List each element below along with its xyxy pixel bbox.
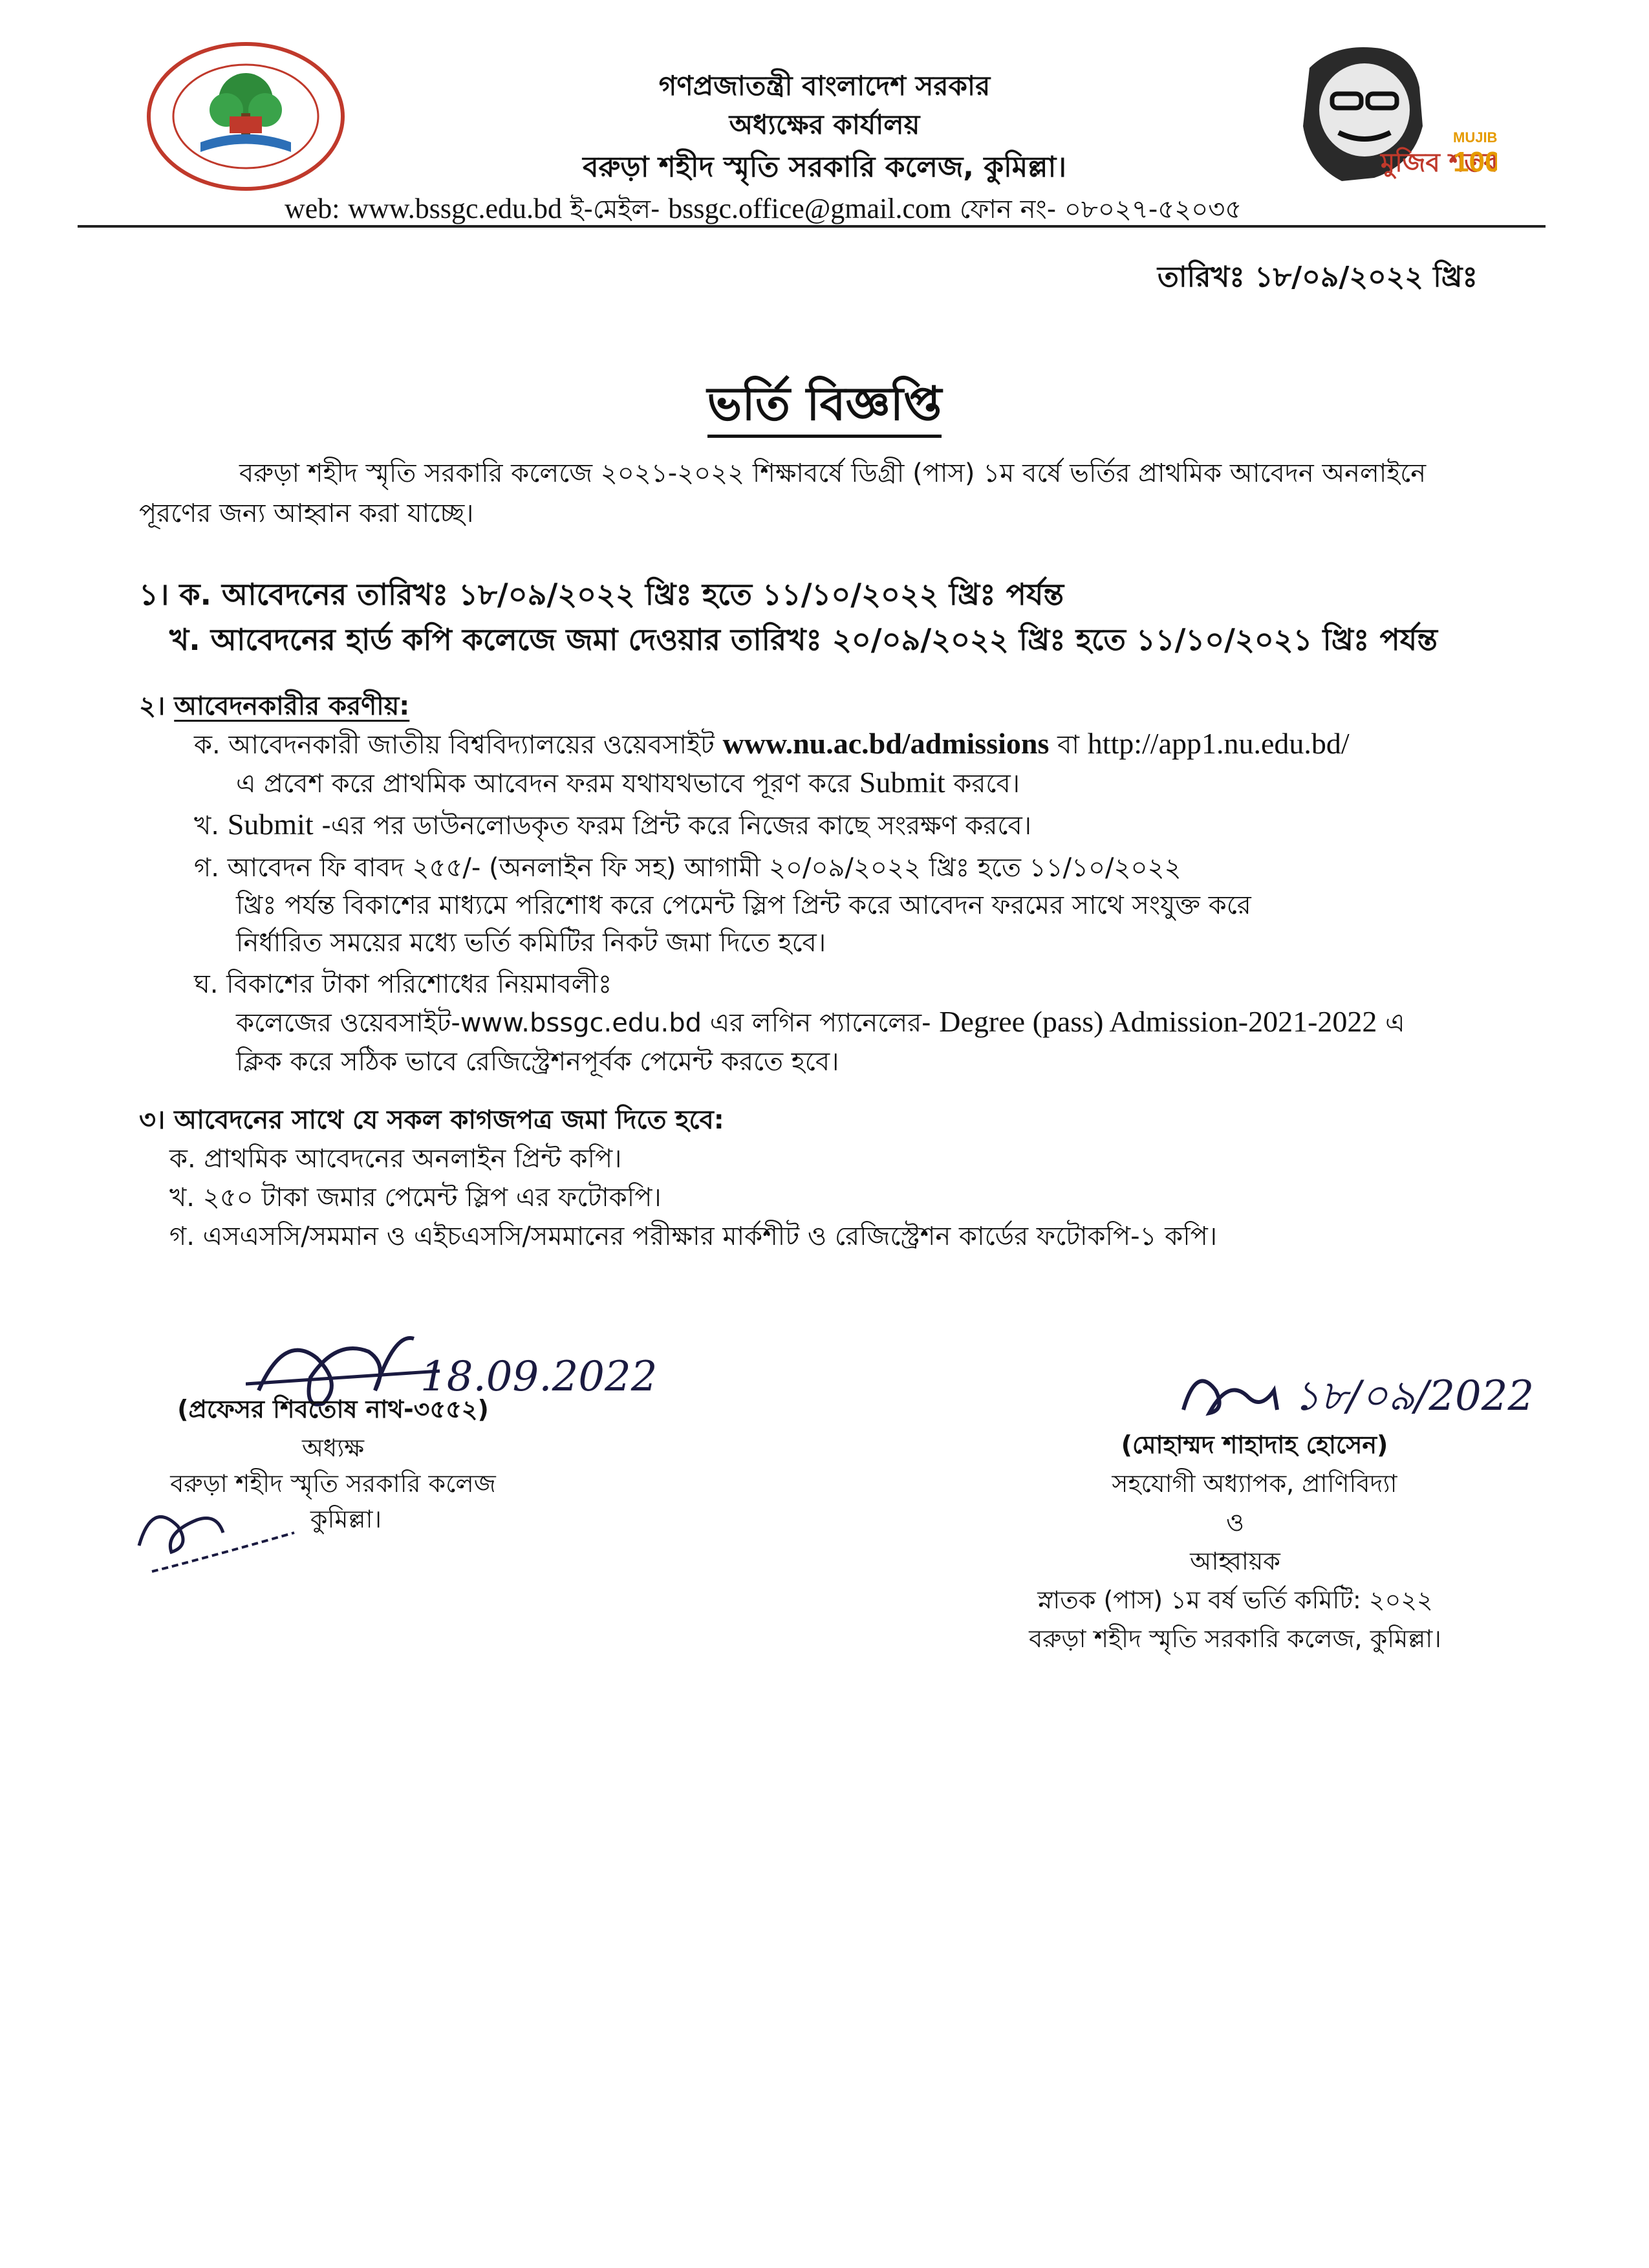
convener-signature	[1164, 1352, 1552, 1436]
section3-item-kha: খ. ২৫০ টাকা জমার পেমেন্ট স্লিপ এর ফটোকপি।	[169, 1183, 662, 1213]
gha-line2-end: এ	[1385, 1008, 1405, 1038]
title-text: ভর্তি বিজ্ঞপ্তি	[707, 376, 942, 438]
intro-line-1: বরুড়া শহীদ স্মৃতি সরকারি কলেজে ২০২১-২০২২ শিক্ষাবর্ষে ডিগ্রী (পাস) ১ম বর্ষে ভর্তির প্রাথমিক আবেদন অনলাইনে	[239, 459, 1427, 488]
intro-line-2: পূরণের জন্য আহ্বান করা যাচ্ছে।	[139, 499, 474, 528]
gha-degree-link-text: Degree (pass) Admission-2021-2022	[939, 1005, 1377, 1038]
header-divider	[78, 225, 1546, 228]
convener-signature-date: ১৮/০৯/2022	[1293, 1372, 1535, 1420]
section2-item-kha	[194, 805, 1031, 848]
section3-item-ga: গ. এসএসসি/সমমান ও এইচএসসি/সমমানের পরীক্ষার মার্কশীট ও রেজিস্ট্রেশন কার্ডের ফটোকপি-১ কপি।	[169, 1222, 1218, 1251]
principal-signature-date: 18.09.2022	[420, 1353, 658, 1401]
convener-and: ও	[1226, 1508, 1244, 1537]
section2-item-gha-line3: ক্লিক করে সঠিক ভাবে রেজিস্ট্রেশনপূর্বক পেমেন্ট করতে হবে।	[236, 1047, 839, 1077]
section2-item-ga-line3: নির্ধারিত সময়ের মধ্যে ভর্তি কমিটির নিকট জমা দিতে হবে।	[236, 928, 826, 958]
office-name: অধ্যক্ষের কার্যালয়	[729, 109, 920, 140]
section2-item-gha-line2	[236, 1002, 1405, 1046]
section2-title: আবেদনকারীর করণীয়:	[174, 691, 410, 721]
right-logo-num: 100	[1453, 146, 1497, 178]
ka-line2-text: এ প্রবেশ করে প্রাথমিক আবেদন ফরম যথাযথভাবে পূরণ করে	[236, 769, 852, 799]
phone-label: ফোন নং-	[959, 195, 1057, 224]
section3-heading: ৩। আবেদনের সাথে যে সকল কাগজপত্র জমা দিতে হবে:	[139, 1105, 724, 1135]
right-logo-text: মুজিব শতব	[1381, 148, 1497, 178]
nu-admission-link[interactable]: www.nu.ac.bd/admissions	[722, 727, 1050, 760]
email-link[interactable]: bssgc.office@gmail.com	[668, 193, 952, 224]
kha-text: -এর পর ডাউনলোডকৃত ফরম প্রিন্ট করে নিজের কাছে সংরক্ষণ করবে।	[321, 811, 1032, 841]
college-name: বরুড়া শহীদ স্মৃতি সরকারি কলেজ, কুমিল্লা।	[583, 151, 1066, 184]
section2-item-gha-line1: ঘ. বিকাশের টাকা পরিশোধের নিয়মাবলীঃ	[194, 969, 612, 999]
email-label: ই-মেইল-	[570, 195, 660, 224]
principal-name: (প্রফেসর শিবতোষ নাথ-৩৫৫২)	[177, 1395, 489, 1423]
left-logo	[139, 39, 352, 194]
section2-item-ka-line2	[236, 763, 1020, 806]
section2-item-ga-line2: খ্রিঃ পর্যন্ত বিকাশের মাধ্যমে পরিশোধ করে পেমেন্ট স্লিপ প্রিন্ট করে আবেদন ফরমের সাথে সংযুক্ত করে	[236, 891, 1251, 920]
web-link[interactable]: www.bssgc.edu.bd	[348, 193, 563, 224]
government-name: গণপ্রজাতন্ত্রী বাংলাদেশ সরকার	[658, 70, 991, 102]
convener-name: (মোহাম্মদ শাহাদাহ হোসেন)	[1121, 1431, 1388, 1459]
notice-date: তারিখঃ ১৮/০৯/২০২২ খ্রিঃ	[1157, 261, 1478, 294]
ka-submit-word: Submit	[859, 766, 945, 799]
phone-number: ০৮০২৭-৫২০৩৫	[1064, 195, 1242, 224]
section1-item-ka: ১। ক. আবেদনের তারিখঃ ১৮/০৯/২০২২ খ্রিঃ হতে ১১/১০/২০২২ খ্রিঃ পর্যন্ত	[139, 577, 1064, 612]
section1-item-kha: খ. আবেদনের হার্ড কপি কলেজে জমা দেওয়ার তারিখঃ ২০/০৯/২০২২ খ্রিঃ হতে ১১/১০/২০২১ খ্রিঃ পর্যন্ত	[169, 622, 1438, 657]
page-title	[0, 369, 1649, 446]
web-label: web:	[285, 193, 340, 224]
kha-label: খ.	[194, 811, 219, 841]
gha-line2-text: কলেজের ওয়েবসাইট-www.bssgc.edu.bd এর লগিন প্যানেলের-	[236, 1008, 931, 1038]
convener-designation: সহযোগী অধ্যাপক, প্রাণিবিদ্যা	[1112, 1469, 1397, 1498]
section2-item-ga-line1: গ. আবেদন ফি বাবদ ২৫৫/- (অনলাইন ফি সহ) আগামী ২০/০৯/২০২২ খ্রিঃ হতে ১১/১০/২০২২	[194, 853, 1181, 883]
convener-role: আহ্বায়ক	[1190, 1547, 1280, 1575]
convener-college: বরুড়া শহীদ স্মৃতি সরকারি কলেজ, কুমিল্লা।	[1029, 1625, 1441, 1653]
section3-item-ka: ক. প্রাথমিক আবেদনের অনলাইন প্রিন্ট কপি।	[169, 1144, 622, 1174]
admission-committee: স্নাতক (পাস) ১ম বর্ষ ভর্তি কমিটি: ২০২২	[1037, 1586, 1433, 1614]
ka-or: বা	[1057, 730, 1079, 760]
kha-submit-word: Submit	[227, 808, 314, 841]
principal-city: কুমিল্লা।	[310, 1505, 382, 1533]
principal-college: বরুড়া শহীদ স্মৃতি সরকারি কলেজ	[170, 1469, 496, 1498]
principal-designation: অধ্যক্ষ	[301, 1434, 364, 1462]
section2-number: ২।	[139, 691, 166, 721]
nu-app-link[interactable]: http://app1.nu.edu.bd/	[1087, 727, 1350, 760]
section2-item-ka	[194, 724, 1350, 768]
right-logo-small: MUJIB	[1453, 129, 1497, 146]
ka-line2-end: করবে।	[953, 769, 1020, 799]
section2-heading	[139, 686, 409, 729]
countersign-initial	[126, 1487, 307, 1584]
ka-text: ক. আবেদনকারী জাতীয় বিশ্ববিদ্যালয়ের ওয়েবসাইট	[194, 730, 715, 760]
